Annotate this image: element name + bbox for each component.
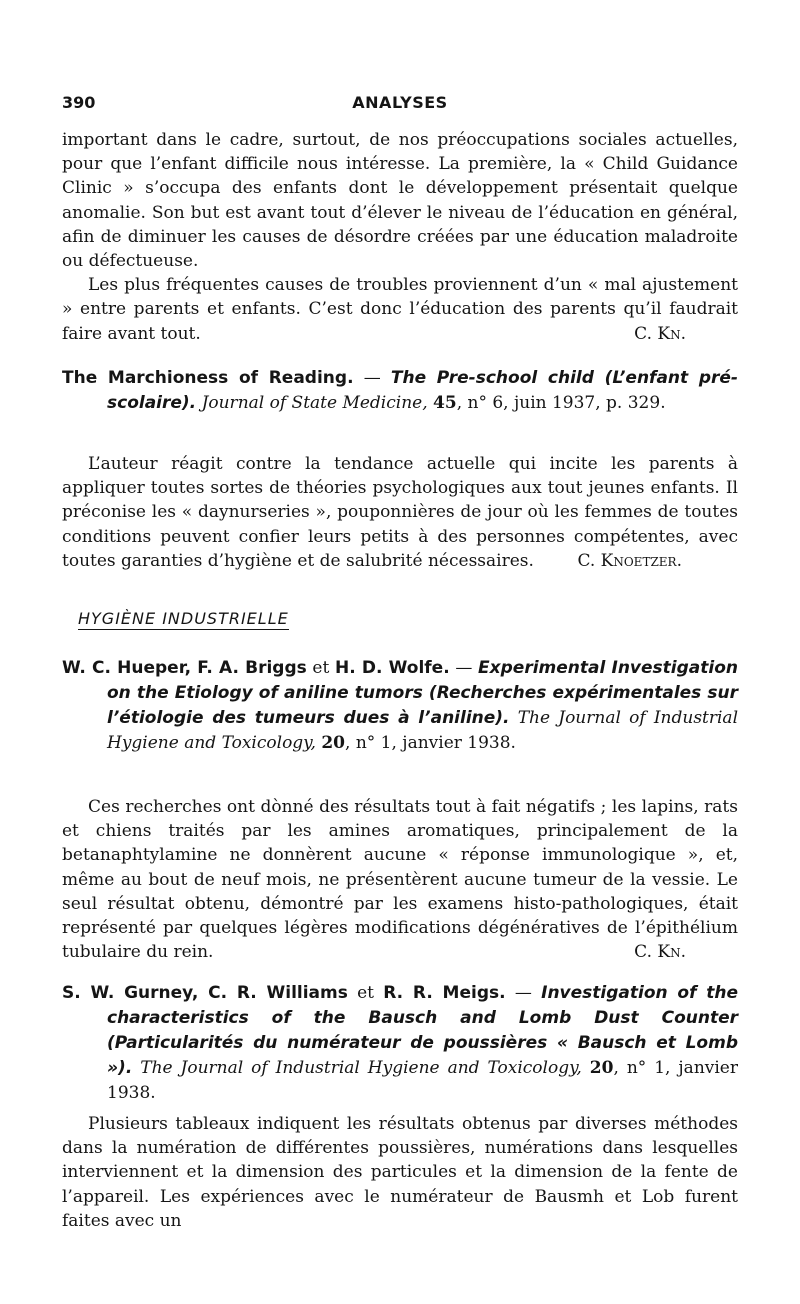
intro-paragraph-2-text: Les plus fréquentes causes de troubles proviennent d’un « mal ajustement » entre parents et enfants. C’est donc l’éducation des parents qu’il faudrait faire avant tout.: [62, 275, 738, 344]
entry2-volume: 20: [321, 733, 346, 753]
page-header: [62, 93, 738, 115]
intro-signature: C. Kn.: [634, 323, 686, 344]
reference-entry-1: [62, 366, 738, 416]
entry2-signature: C. Kn.: [634, 942, 686, 963]
entry3-authors-a: S. W. Gurney, C. R. Williams: [62, 983, 348, 1003]
entry2-title: Experimental Investigation on the Etiology of aniline tumors (Recherches expérimentales sur l’étiologie des tumeurs dues à l’aniline).: [107, 658, 738, 728]
page-number: 390: [62, 93, 96, 112]
entry2-abstract-block: [62, 795, 738, 964]
intro-paragraph: important dans le cadre, surtout, de nos préoccupations sociales actuelles, pour que l’enfant difficile nous intéresse. La première, la « Child Guidance Clinic » s’occupa des enfants dont le développement présentait quelque anomalie. Son but est avant tout d’élever le niveau de l’éducation en général, afin de diminuer les causes de désordre créées par une éducation maladroite ou défectueuse.: [62, 130, 738, 272]
entry3-abstract-block: [62, 1112, 738, 1233]
entry1-title: The Pre-school child (L’enfant pré-scolaire).: [107, 368, 738, 413]
entry1-details: , n° 6, juin 1937, p. 329.: [456, 393, 666, 413]
entry1-signature: C. Knoetzer.: [577, 550, 682, 571]
entry2-details: , n° 1, janvier 1938.: [345, 733, 516, 753]
entry1-abstract: [62, 452, 738, 573]
entry3-details: , n° 1, janvier 1938.: [107, 1058, 738, 1103]
entry2-authors-b: H. D. Wolfe.: [335, 658, 450, 678]
section-heading: HYGIÈNE INDUSTRIELLE: [78, 609, 289, 628]
entry2-abstract-text: Ces recherches ont dònné des résultats tout à fait négatifs ; les lapins, rats et chiens traités par les amines aromatiques, principalement de la betanaphtylamine ne donnèrent aucune « réponse immunologique », et, même au bout de neuf mois, ne présentèrent aucune tumeur de la vessie. Le seul résultat obtenu, démontré par les examens histo-pathologiques, était représenté par quelques légères modifications dégénératives de l’épithélium tubulaire du rein.: [62, 797, 738, 963]
reference-entry-3: [62, 981, 738, 1106]
entry2-authors-a: W. C. Hueper, F. A. Briggs: [62, 658, 307, 678]
entry3-volume: 20: [589, 1058, 614, 1078]
running-head: ANALYSES: [352, 93, 448, 112]
intro-paragraph-2: [62, 273, 738, 346]
entry2-conj: et: [306, 658, 335, 678]
entry3-conj: et: [347, 983, 384, 1003]
entry3-abstract: Plusieurs tableaux indiquent les résultats obtenus par diverses méthodes dans la numération de différentes poussières, numérations dans lesquelles interviennent et la dimension des particules et la dimension de la fente de l’appareil. Les expériences avec le numérateur de Bausmh et Lob furent faites avec un: [62, 1114, 738, 1231]
entry1-dash: —: [353, 368, 391, 388]
entry1-authors: The Marchioness of Reading.: [62, 368, 354, 388]
entry1-abstract-text: L’auteur réagit contre la tendance actuelle qui incite les parents à appliquer toutes sortes de théories psychologiques aux tout jeunes enfants. Il préconise les « daynurseries », pouponnières de jour où les femmes de toutes conditions peuvent confier leurs petits à des personnes compétentes, avec toutes garanties d’hygiène et de salubrité nécessaires.: [62, 454, 738, 571]
entry3-authors-b: R. R. Meigs.: [383, 983, 506, 1003]
entry1-abstract-block: [62, 452, 738, 573]
entry2-dash: —: [449, 658, 479, 678]
entry3-dash: —: [505, 983, 542, 1003]
entry2-journal: The Journal of Industrial Hygiene and Toxicology,: [107, 708, 739, 753]
entry2-abstract: [62, 795, 738, 964]
intro-block: [62, 128, 738, 346]
reference-entry-2: [62, 656, 738, 756]
entry3-title: Investigation of the characteristics of the Bausch and Lomb Dust Counter (Particularités du numérateur de poussières « Bausch et Lomb »).: [107, 983, 738, 1078]
entry1-journal: Journal of State Medicine,: [201, 393, 428, 413]
entry3-journal: The Journal of Industrial Hygiene and Toxicology,: [140, 1058, 582, 1078]
entry1-volume: 45: [433, 393, 457, 413]
